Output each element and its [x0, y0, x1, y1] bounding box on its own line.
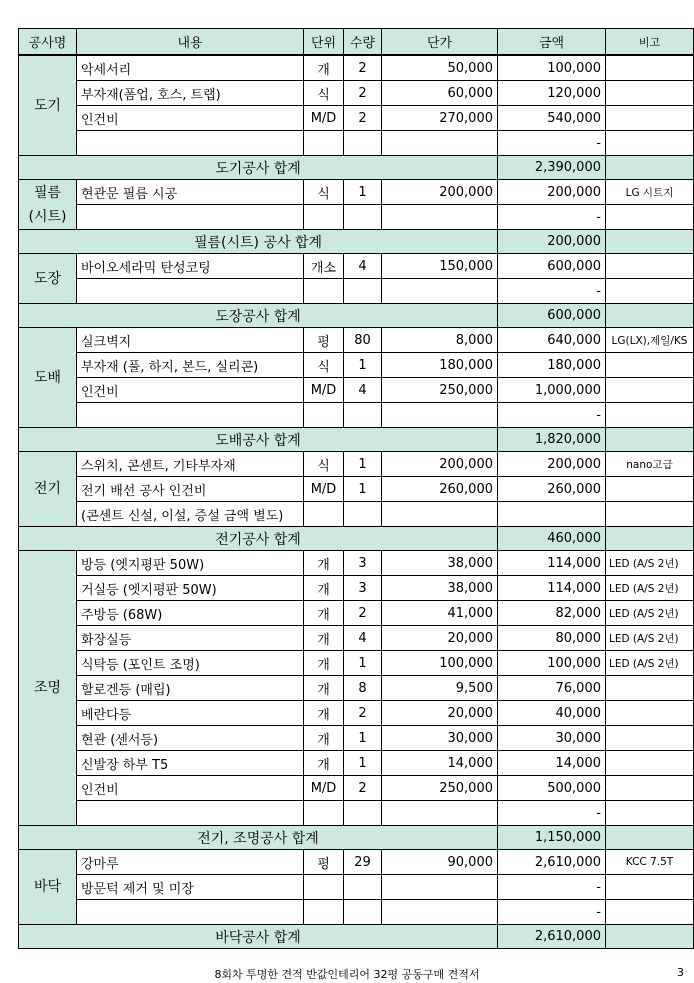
subtotal-row — [19, 527, 694, 551]
unit-price-cell: 50,000 — [382, 55, 498, 81]
unit-cell: 평 — [304, 328, 344, 353]
header-row — [19, 29, 694, 56]
note-cell — [606, 701, 694, 726]
note-cell — [606, 676, 694, 701]
table-row — [19, 751, 694, 776]
note-cell — [606, 205, 694, 230]
description-cell — [77, 279, 304, 304]
description-cell: 실크벽지 — [77, 328, 304, 353]
unit-price-cell: 38,000 — [382, 551, 498, 576]
amount-cell: 260,000 — [498, 477, 606, 502]
quantity-cell: 3 — [344, 576, 382, 601]
amount-cell: 200,000 — [498, 452, 606, 477]
unit-price-cell: 20,000 — [382, 701, 498, 726]
subtotal-note — [606, 230, 694, 254]
quantity-cell — [344, 131, 382, 156]
unit-cell — [304, 279, 344, 304]
table-row — [19, 353, 694, 378]
note-cell — [606, 801, 694, 826]
category-cell: 도배 — [19, 328, 77, 428]
amount-cell: 2,610,000 — [498, 850, 606, 875]
note-cell — [606, 106, 694, 131]
table-row — [19, 328, 694, 353]
note-cell — [606, 403, 694, 428]
header-note: 비고 — [606, 29, 694, 56]
unit-cell: 식 — [304, 353, 344, 378]
unit-price-cell: 20,000 — [382, 626, 498, 651]
amount-cell: - — [498, 205, 606, 230]
table-row — [19, 254, 694, 279]
quantity-cell: 80 — [344, 328, 382, 353]
table-row — [19, 106, 694, 131]
quantity-cell: 1 — [344, 751, 382, 776]
subtotal-label: 도장공사 합계 — [19, 304, 498, 328]
note-cell — [606, 353, 694, 378]
table-row — [19, 205, 694, 230]
header-unit: 단위 — [304, 29, 344, 56]
quantity-cell: 2 — [344, 776, 382, 801]
note-cell — [606, 254, 694, 279]
page-number: 3 — [677, 966, 684, 979]
table-row — [19, 601, 694, 626]
quantity-cell: 3 — [344, 551, 382, 576]
unit-cell: 개 — [304, 701, 344, 726]
subtotal-note — [606, 304, 694, 328]
description-cell: 거실등 (엣지평판 50W) — [77, 576, 304, 601]
quantity-cell: 2 — [344, 106, 382, 131]
subtotal-label: 전기공사 합계 — [19, 527, 498, 551]
amount-cell: 540,000 — [498, 106, 606, 131]
note-cell: LED (A/S 2년) — [606, 551, 694, 576]
header-quantity: 수량 — [344, 29, 382, 56]
note-cell — [606, 55, 694, 81]
category-cell: 조명 — [19, 551, 77, 826]
table-row — [19, 900, 694, 925]
description-cell: 현관문 필름 시공 — [77, 180, 304, 205]
quantity-cell: 1 — [344, 452, 382, 477]
amount-cell: 500,000 — [498, 776, 606, 801]
amount-cell: 76,000 — [498, 676, 606, 701]
note-cell: LG(LX),제일/KS — [606, 328, 694, 353]
unit-cell: 개 — [304, 626, 344, 651]
amount-cell: 200,000 — [498, 180, 606, 205]
amount-cell: - — [498, 875, 606, 900]
quantity-cell: 8 — [344, 676, 382, 701]
table-row — [19, 378, 694, 403]
subtotal-amount: 200,000 — [498, 230, 606, 254]
unit-price-cell: 90,000 — [382, 850, 498, 875]
note-cell: LED (A/S 2년) — [606, 626, 694, 651]
amount-cell: 100,000 — [498, 651, 606, 676]
note-cell — [606, 378, 694, 403]
note-cell — [606, 131, 694, 156]
unit-cell: 식 — [304, 180, 344, 205]
unit-cell: 개 — [304, 726, 344, 751]
amount-cell: 30,000 — [498, 726, 606, 751]
note-cell — [606, 81, 694, 106]
subtotal-row — [19, 428, 694, 452]
subtotal-amount: 1,820,000 — [498, 428, 606, 452]
header-category: 공사명 — [19, 29, 77, 56]
quantity-cell — [344, 403, 382, 428]
subtotal-row — [19, 304, 694, 328]
description-cell: 강마루 — [77, 850, 304, 875]
description-cell — [77, 900, 304, 925]
quantity-cell: 2 — [344, 81, 382, 106]
amount-cell: 80,000 — [498, 626, 606, 651]
description-cell: (콘센트 신설, 이설, 증설 금액 별도) — [77, 502, 304, 527]
unit-cell: 개 — [304, 601, 344, 626]
category-cell: 바닥 — [19, 850, 77, 925]
quantity-cell — [344, 279, 382, 304]
amount-cell: 40,000 — [498, 701, 606, 726]
note-cell — [606, 502, 694, 527]
unit-price-cell: 30,000 — [382, 726, 498, 751]
amount-cell: 1,000,000 — [498, 378, 606, 403]
note-cell — [606, 875, 694, 900]
quantity-cell: 4 — [344, 378, 382, 403]
unit-cell — [304, 900, 344, 925]
quantity-cell — [344, 502, 382, 527]
subtotal-note — [606, 826, 694, 850]
unit-cell — [304, 205, 344, 230]
description-cell: 부자재 (풀, 하지, 본드, 실리콘) — [77, 353, 304, 378]
subtotal-label: 도기공사 합계 — [19, 156, 498, 180]
amount-cell: 82,000 — [498, 601, 606, 626]
amount-cell: 14,000 — [498, 751, 606, 776]
note-cell — [606, 477, 694, 502]
unit-cell — [304, 502, 344, 527]
subtotal-row — [19, 230, 694, 254]
subtotal-row — [19, 925, 694, 949]
unit-cell: 식 — [304, 81, 344, 106]
table-row — [19, 279, 694, 304]
subtotal-note — [606, 925, 694, 949]
amount-cell: - — [498, 131, 606, 156]
unit-cell: M/D — [304, 106, 344, 131]
description-cell: 방등 (엣지평판 50W) — [77, 551, 304, 576]
unit-cell: 식 — [304, 452, 344, 477]
footer-title: 8회차 투명한 견적 반값인테리어 32평 공동구매 견적서 — [214, 968, 480, 981]
description-cell — [77, 801, 304, 826]
subtotal-label: 도배공사 합계 — [19, 428, 498, 452]
unit-cell: 개 — [304, 751, 344, 776]
subtotal-row — [19, 826, 694, 850]
amount-cell: 640,000 — [498, 328, 606, 353]
amount-cell: 114,000 — [498, 576, 606, 601]
table-row — [19, 180, 694, 205]
unit-price-cell: 180,000 — [382, 353, 498, 378]
subtotal-note — [606, 527, 694, 551]
note-cell: LED (A/S 2년) — [606, 651, 694, 676]
table-row — [19, 726, 694, 751]
table-row — [19, 452, 694, 477]
amount-cell: 600,000 — [498, 254, 606, 279]
amount-cell: - — [498, 900, 606, 925]
description-cell: 방문턱 제거 및 미장 — [77, 875, 304, 900]
unit-price-cell: 9,500 — [382, 676, 498, 701]
category-cell: 전기 — [19, 452, 77, 527]
description-cell: 인건비 — [77, 378, 304, 403]
table-row — [19, 850, 694, 875]
description-cell: 부자재(폼업, 호스, 트랩) — [77, 81, 304, 106]
quantity-cell: 1 — [344, 353, 382, 378]
unit-cell — [304, 403, 344, 428]
amount-cell: 120,000 — [498, 81, 606, 106]
unit-cell: 개 — [304, 551, 344, 576]
unit-price-cell — [382, 502, 498, 527]
quantity-cell: 2 — [344, 701, 382, 726]
unit-price-cell: 150,000 — [382, 254, 498, 279]
unit-price-cell: 250,000 — [382, 776, 498, 801]
table-row — [19, 477, 694, 502]
unit-price-cell: 8,000 — [382, 328, 498, 353]
unit-cell — [304, 801, 344, 826]
subtotal-row — [19, 156, 694, 180]
subtotal-amount: 1,150,000 — [498, 826, 606, 850]
unit-price-cell: 260,000 — [382, 477, 498, 502]
note-cell — [606, 751, 694, 776]
description-cell: 신발장 하부 T5 — [77, 751, 304, 776]
unit-cell: 개 — [304, 676, 344, 701]
unit-price-cell — [382, 875, 498, 900]
unit-cell: 개 — [304, 55, 344, 81]
table-row — [19, 551, 694, 576]
description-cell — [77, 205, 304, 230]
unit-price-cell: 200,000 — [382, 452, 498, 477]
table-row — [19, 81, 694, 106]
unit-price-cell: 200,000 — [382, 180, 498, 205]
quantity-cell: 2 — [344, 55, 382, 81]
note-cell: LG 시트지 — [606, 180, 694, 205]
estimate-table — [18, 28, 694, 949]
table-row — [19, 701, 694, 726]
description-cell: 식탁등 (포인트 조명) — [77, 651, 304, 676]
unit-cell: 개소 — [304, 254, 344, 279]
subtotal-note — [606, 428, 694, 452]
description-cell — [77, 131, 304, 156]
unit-price-cell: 250,000 — [382, 378, 498, 403]
quantity-cell: 1 — [344, 726, 382, 751]
unit-price-cell: 14,000 — [382, 751, 498, 776]
estimate-body — [19, 55, 694, 949]
unit-price-cell: 100,000 — [382, 651, 498, 676]
unit-price-cell: 270,000 — [382, 106, 498, 131]
description-cell: 주방등 (68W) — [77, 601, 304, 626]
table-row — [19, 676, 694, 701]
table-row — [19, 801, 694, 826]
quantity-cell — [344, 205, 382, 230]
unit-cell: M/D — [304, 378, 344, 403]
description-cell: 전기 배선 공사 인건비 — [77, 477, 304, 502]
quantity-cell — [344, 875, 382, 900]
unit-price-cell — [382, 403, 498, 428]
description-cell: 바이오세라믹 탄성코팅 — [77, 254, 304, 279]
amount-cell: - — [498, 801, 606, 826]
table-row — [19, 651, 694, 676]
quantity-cell: 29 — [344, 850, 382, 875]
description-cell: 베란다등 — [77, 701, 304, 726]
amount-cell — [498, 502, 606, 527]
description-cell: 현관 (센서등) — [77, 726, 304, 751]
subtotal-label: 필름(시트) 공사 합계 — [19, 230, 498, 254]
unit-price-cell — [382, 279, 498, 304]
description-cell — [77, 403, 304, 428]
note-cell — [606, 726, 694, 751]
unit-cell — [304, 131, 344, 156]
category-cell: 필름 (시트) — [19, 180, 77, 230]
description-cell: 스위치, 콘센트, 기타부자재 — [77, 452, 304, 477]
note-cell — [606, 776, 694, 801]
quantity-cell: 1 — [344, 477, 382, 502]
quantity-cell — [344, 801, 382, 826]
unit-price-cell — [382, 801, 498, 826]
header-unit-price: 단가 — [382, 29, 498, 56]
amount-cell: 180,000 — [498, 353, 606, 378]
unit-price-cell — [382, 131, 498, 156]
description-cell: 인건비 — [77, 776, 304, 801]
unit-price-cell: 38,000 — [382, 576, 498, 601]
subtotal-note — [606, 156, 694, 180]
header-amount: 금액 — [498, 29, 606, 56]
quantity-cell: 4 — [344, 626, 382, 651]
unit-price-cell — [382, 900, 498, 925]
quantity-cell: 2 — [344, 601, 382, 626]
unit-cell: 개 — [304, 651, 344, 676]
subtotal-amount: 460,000 — [498, 527, 606, 551]
note-cell: LED (A/S 2년) — [606, 601, 694, 626]
table-row — [19, 626, 694, 651]
amount-cell: - — [498, 279, 606, 304]
description-cell: 화장실등 — [77, 626, 304, 651]
amount-cell: - — [498, 403, 606, 428]
description-cell: 할로겐등 (매립) — [77, 676, 304, 701]
category-cell: 도장 — [19, 254, 77, 304]
quantity-cell: 1 — [344, 651, 382, 676]
unit-price-cell: 41,000 — [382, 601, 498, 626]
table-row — [19, 55, 694, 81]
subtotal-amount: 600,000 — [498, 304, 606, 328]
note-cell: nano고급 — [606, 452, 694, 477]
subtotal-label: 전기, 조명공사 합계 — [19, 826, 498, 850]
table-row — [19, 776, 694, 801]
subtotal-label: 바닥공사 합계 — [19, 925, 498, 949]
amount-cell: 100,000 — [498, 55, 606, 81]
table-row — [19, 131, 694, 156]
quantity-cell: 1 — [344, 180, 382, 205]
amount-cell: 114,000 — [498, 551, 606, 576]
note-cell — [606, 900, 694, 925]
note-cell: LED (A/S 2년) — [606, 576, 694, 601]
header-description: 내용 — [77, 29, 304, 56]
note-cell: KCC 7.5T — [606, 850, 694, 875]
quantity-cell: 4 — [344, 254, 382, 279]
subtotal-amount: 2,390,000 — [498, 156, 606, 180]
unit-cell: 개 — [304, 576, 344, 601]
table-row — [19, 403, 694, 428]
table-row — [19, 502, 694, 527]
unit-price-cell — [382, 205, 498, 230]
unit-cell — [304, 875, 344, 900]
unit-cell: M/D — [304, 776, 344, 801]
note-cell — [606, 279, 694, 304]
subtotal-amount: 2,610,000 — [498, 925, 606, 949]
unit-cell: M/D — [304, 477, 344, 502]
table-row — [19, 576, 694, 601]
quantity-cell — [344, 900, 382, 925]
table-row — [19, 875, 694, 900]
description-cell: 인건비 — [77, 106, 304, 131]
description-cell: 악세서리 — [77, 55, 304, 81]
unit-cell: 평 — [304, 850, 344, 875]
unit-price-cell: 60,000 — [382, 81, 498, 106]
category-cell: 도기 — [19, 55, 77, 156]
